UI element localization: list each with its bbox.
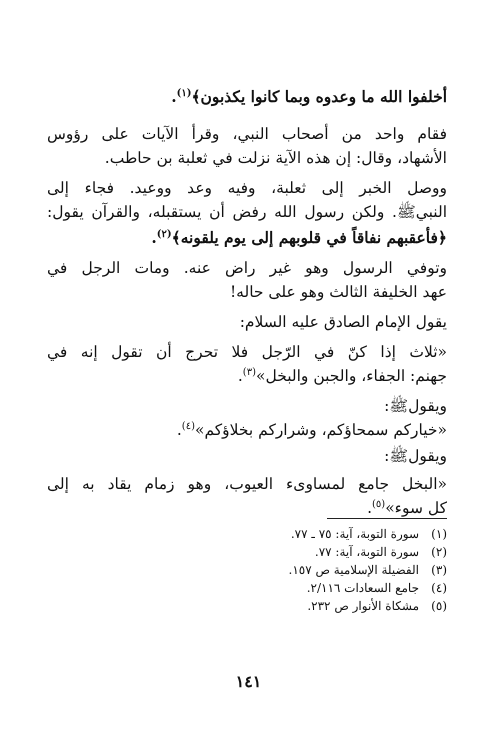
quran-verse-line [47, 226, 447, 250]
hadith-line [47, 418, 447, 442]
punctuation: . [176, 421, 182, 439]
footnote [47, 598, 447, 614]
footnote-ref-1: (١) [176, 87, 192, 99]
footnote-number: (٥) [431, 599, 447, 613]
footnote-text: سورة التوبة، آية: ٧٥ ـ ٧٧. [290, 527, 419, 541]
paragraph-line: الأشهاد، وقال: إن هذه الآية نزلت في ثعلبة بن حاطب. [104, 149, 447, 167]
footnote-ref-3: (٣) [242, 366, 256, 378]
verse-text: ﴿فأعقبهم نفاقاً في قلوبهم إلى يوم يلقونه﴾ [171, 228, 447, 247]
hadith-text: «خياركم سمحاؤكم، وشراركم بخلاؤكم» [194, 421, 447, 439]
footnote [47, 580, 447, 596]
hadith-line: «ثلاث إذا كنّ في الرّجل فلا تحرج أن تقول إنه في [47, 343, 447, 361]
punctuation: . [237, 367, 243, 385]
footnote [47, 562, 447, 578]
footnote-number: (٢) [431, 545, 447, 559]
footnote [47, 526, 447, 542]
footnote-text: مشكاة الأنوار ص ٢٣٢. [307, 599, 419, 613]
footnote-ref-5: (٥) [372, 498, 386, 510]
paragraph-line: وتوفي الرسول وهو غير راض عنه. ومات الرجل في [47, 259, 447, 277]
hadith-line [47, 364, 447, 388]
footnote-number: (٤) [431, 581, 447, 595]
paragraph-line: ويقولﷺ: [384, 447, 447, 465]
footnote-number: (٣) [431, 563, 447, 577]
footnote-ref-2: (٢) [156, 228, 172, 240]
punctuation: . [367, 499, 372, 517]
paragraph-line: فقام واحد من أصحاب النبي، وقرأ الآيات على رؤوس [47, 125, 447, 143]
verse-text: أخلفوا الله ما وعدوه وبما كانوا يكذبون﴾ [191, 87, 447, 106]
page-number: ١٤١ [235, 672, 262, 691]
paragraph-line: عهد الخليفة الثالث وهو على حاله! [229, 283, 447, 301]
footnote-divider [327, 518, 447, 519]
quran-verse-line [47, 85, 447, 109]
footnote [47, 544, 447, 560]
punctuation: . [171, 87, 177, 106]
paragraph-line: النبيﷺ. ولكن رسول الله رفض أن يستقبله، والقرآن يقول: [47, 203, 447, 221]
footnote-text: سورة التوبة، آية: ٧٧. [314, 545, 419, 559]
hadith-line [47, 496, 447, 520]
punctuation: . [151, 228, 157, 247]
paragraph-line: ويقولﷺ: [384, 397, 447, 415]
hadith-line: «البخل جامع لمساوىء العيوب، وهو زمام يقاد به إلى [47, 475, 447, 493]
footnote-ref-4: (٤) [181, 420, 195, 432]
footnote-text: الفضيلة الإسلامية ص ١٥٧. [288, 563, 419, 577]
hadith-text: كل سوء» [385, 499, 447, 517]
hadith-text: جهنم: الجفاء، والجبن والبخل» [255, 367, 447, 385]
paragraph-line: يقول الإمام الصادق عليه السلام: [239, 313, 447, 331]
footnote-number: (١) [431, 527, 447, 541]
footnote-text: جامع السعادات ٢/١١٦. [306, 581, 419, 595]
paragraph-line: ووصل الخبر إلى ثعلبة، وفيه وعد ووعيد. فجاء إلى [47, 179, 447, 197]
